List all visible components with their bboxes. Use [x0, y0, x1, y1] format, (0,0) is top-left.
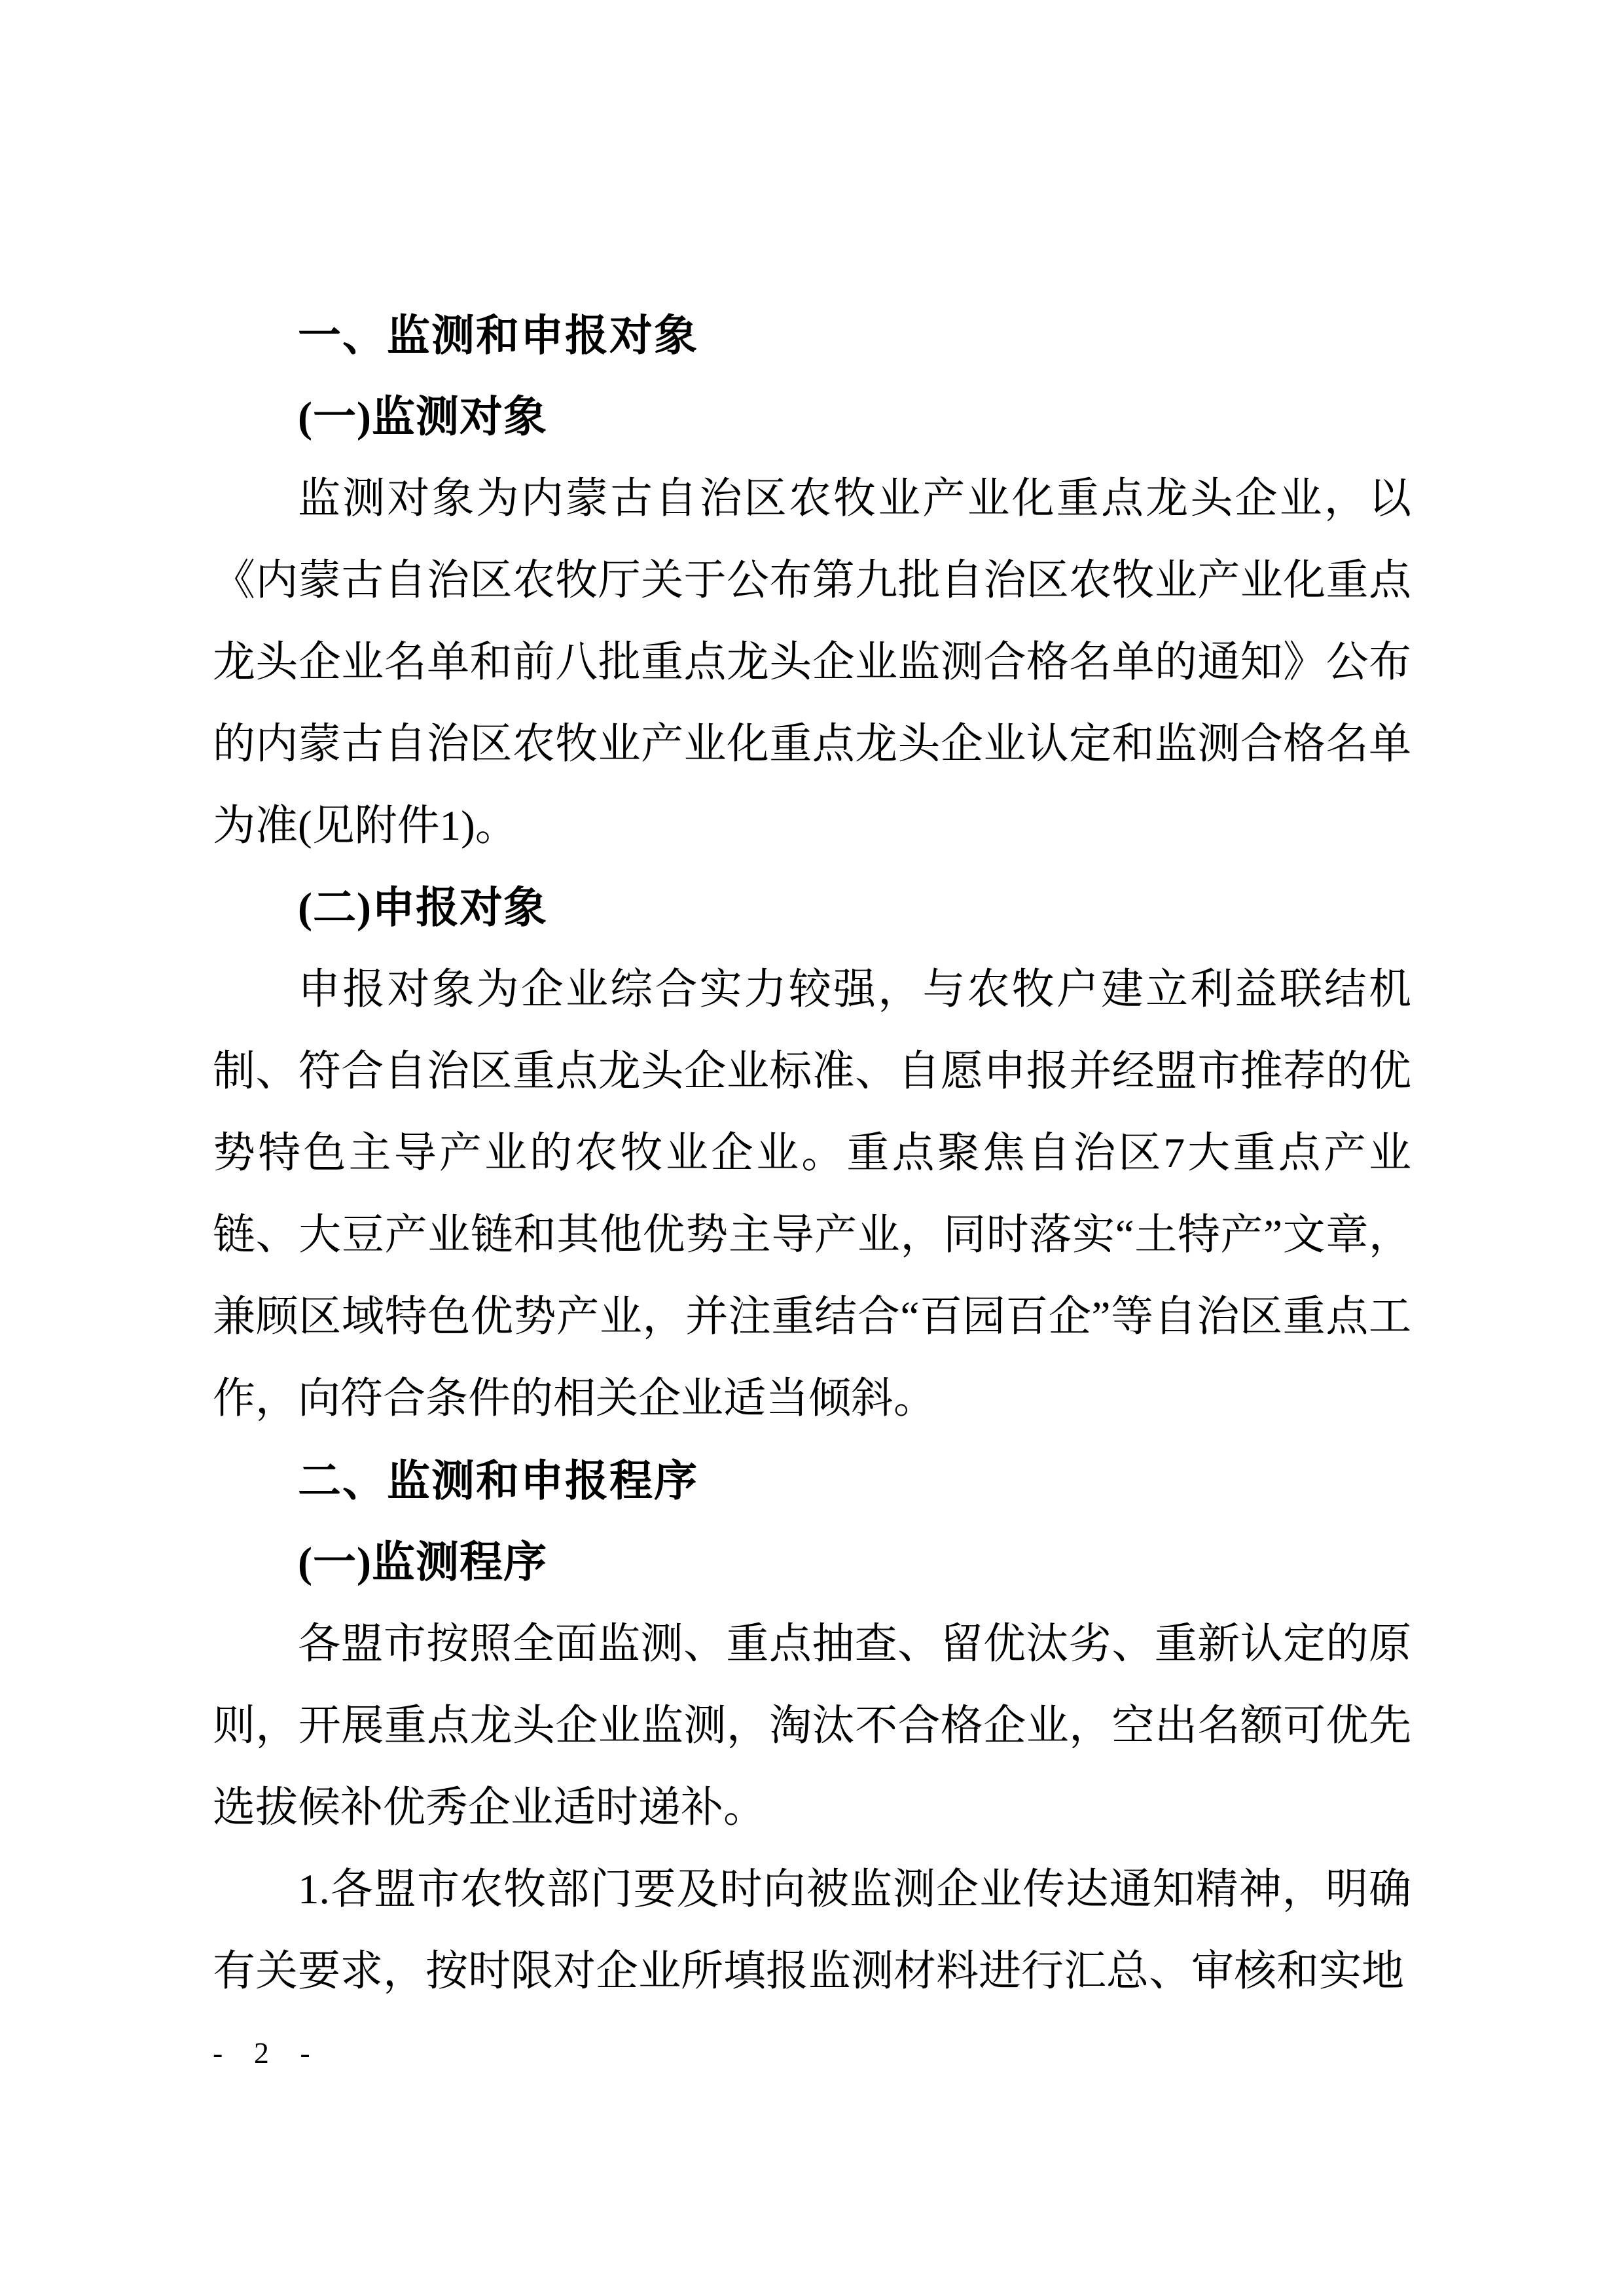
subheading-application-target: (二)申报对象 — [298, 884, 547, 932]
paragraph-monitoring-target-desc: 监测对象为内蒙古自治区农牧业产业化重点龙头企业，以《内蒙古自治区农牧厅关于公布第九批自治区农牧业产业化重点龙头企业名单和前八批重点龙头企业监测合格名单的通知》公布的内蒙古自治区农牧业产业化重点龙头企业认定和监测合格名单为准(见附件1)。 — [213, 475, 1411, 850]
subheading-monitoring-procedure: (一)监测程序 — [298, 1539, 547, 1587]
heading-monitoring-and-application-targets: 一、监测和申报对象 — [298, 311, 698, 359]
paragraph-monitoring-procedure-desc: 各盟市按照全面监测、重点抽查、留优汰劣、重新认定的原则，开展重点龙头企业监测，淘汰不合格企业，空出名额可优先选拔候补优秀企业适时递补。 — [213, 1621, 1411, 1831]
paragraph-application-target-desc: 申报对象为企业综合实力较强，与农牧户建立利益联结机制、符合自治区重点龙头企业标准、自愿申报并经盟市推荐的优势特色主导产业的农牧业企业。重点聚焦自治区7大重点产业链、大豆产业链和其他优势主导产业，同时落实“土特产”文章，兼顾区域特色优势产业，并注重结合“百园百企”等自治区重点工作，向符合条件的相关企业适当倾斜。 — [213, 966, 1411, 1422]
heading-monitoring-and-application-procedure: 二、监测和申报程序 — [298, 1456, 698, 1505]
paragraph-notify-enterprises: 1.各盟市农牧部门要及时向被监测企业传达通知精神，明确有关要求，按时限对企业所填报监测材料进行汇总、审核和实地 — [213, 1866, 1411, 1995]
subheading-monitoring-target: (一)监测对象 — [298, 393, 547, 441]
page-number: - 2 - — [213, 2036, 322, 2070]
document-body — [213, 295, 1411, 2013]
